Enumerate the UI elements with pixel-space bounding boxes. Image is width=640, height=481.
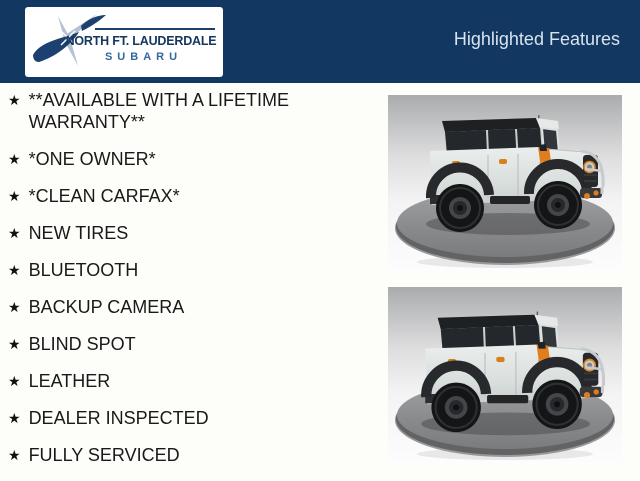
dealer-name: NORTH FT. LAUDERDALE [65, 34, 217, 48]
feature-item [8, 89, 343, 133]
feature-item [8, 185, 343, 207]
vehicle-photo-1 [388, 95, 622, 272]
page-title: Highlighted Features [453, 29, 620, 49]
feature-item [8, 148, 343, 170]
feature-item [8, 333, 343, 355]
feature-list [8, 89, 343, 481]
feature-label: *CLEAN CARFAX* [28, 186, 180, 206]
feature-label: *ONE OWNER* [28, 149, 156, 169]
feature-item [8, 222, 343, 244]
star-bullet-icon: ★ [8, 336, 21, 352]
star-bullet-icon: ★ [8, 373, 21, 389]
feature-item [8, 370, 343, 392]
star-bullet-icon: ★ [8, 151, 21, 167]
star-bullet-icon: ★ [8, 225, 21, 241]
vehicle-photo-1-image [388, 95, 622, 272]
vehicle-photo-2-image [388, 287, 622, 464]
feature-label: **AVAILABLE WITH A LIFETIME WARRANTY** [28, 90, 289, 132]
star-bullet-icon: ★ [8, 262, 21, 278]
feature-item [8, 296, 343, 318]
feature-item [8, 259, 343, 281]
feature-label: BACKUP CAMERA [28, 297, 185, 317]
feature-label: NEW TIRES [28, 223, 129, 243]
feature-item [8, 407, 343, 429]
feature-label: LEATHER [28, 371, 111, 391]
feature-label: BLUETOOTH [28, 260, 139, 280]
feature-label: DEALER INSPECTED [28, 408, 209, 428]
dealer-brand: SUBARU [104, 51, 183, 63]
feature-item [8, 444, 343, 466]
logo-divider-line [95, 28, 215, 30]
star-bullet-icon: ★ [8, 188, 21, 204]
star-bullet-icon: ★ [8, 92, 21, 108]
feature-label: BLIND SPOT [28, 334, 136, 354]
star-bullet-icon: ★ [8, 299, 21, 315]
dealer-logo [25, 7, 223, 77]
feature-label: FULLY SERVICED [28, 445, 180, 465]
header-banner [0, 0, 640, 83]
vehicle-photo-2 [388, 287, 622, 464]
star-bullet-icon: ★ [8, 410, 21, 426]
star-bullet-icon: ★ [8, 447, 21, 463]
